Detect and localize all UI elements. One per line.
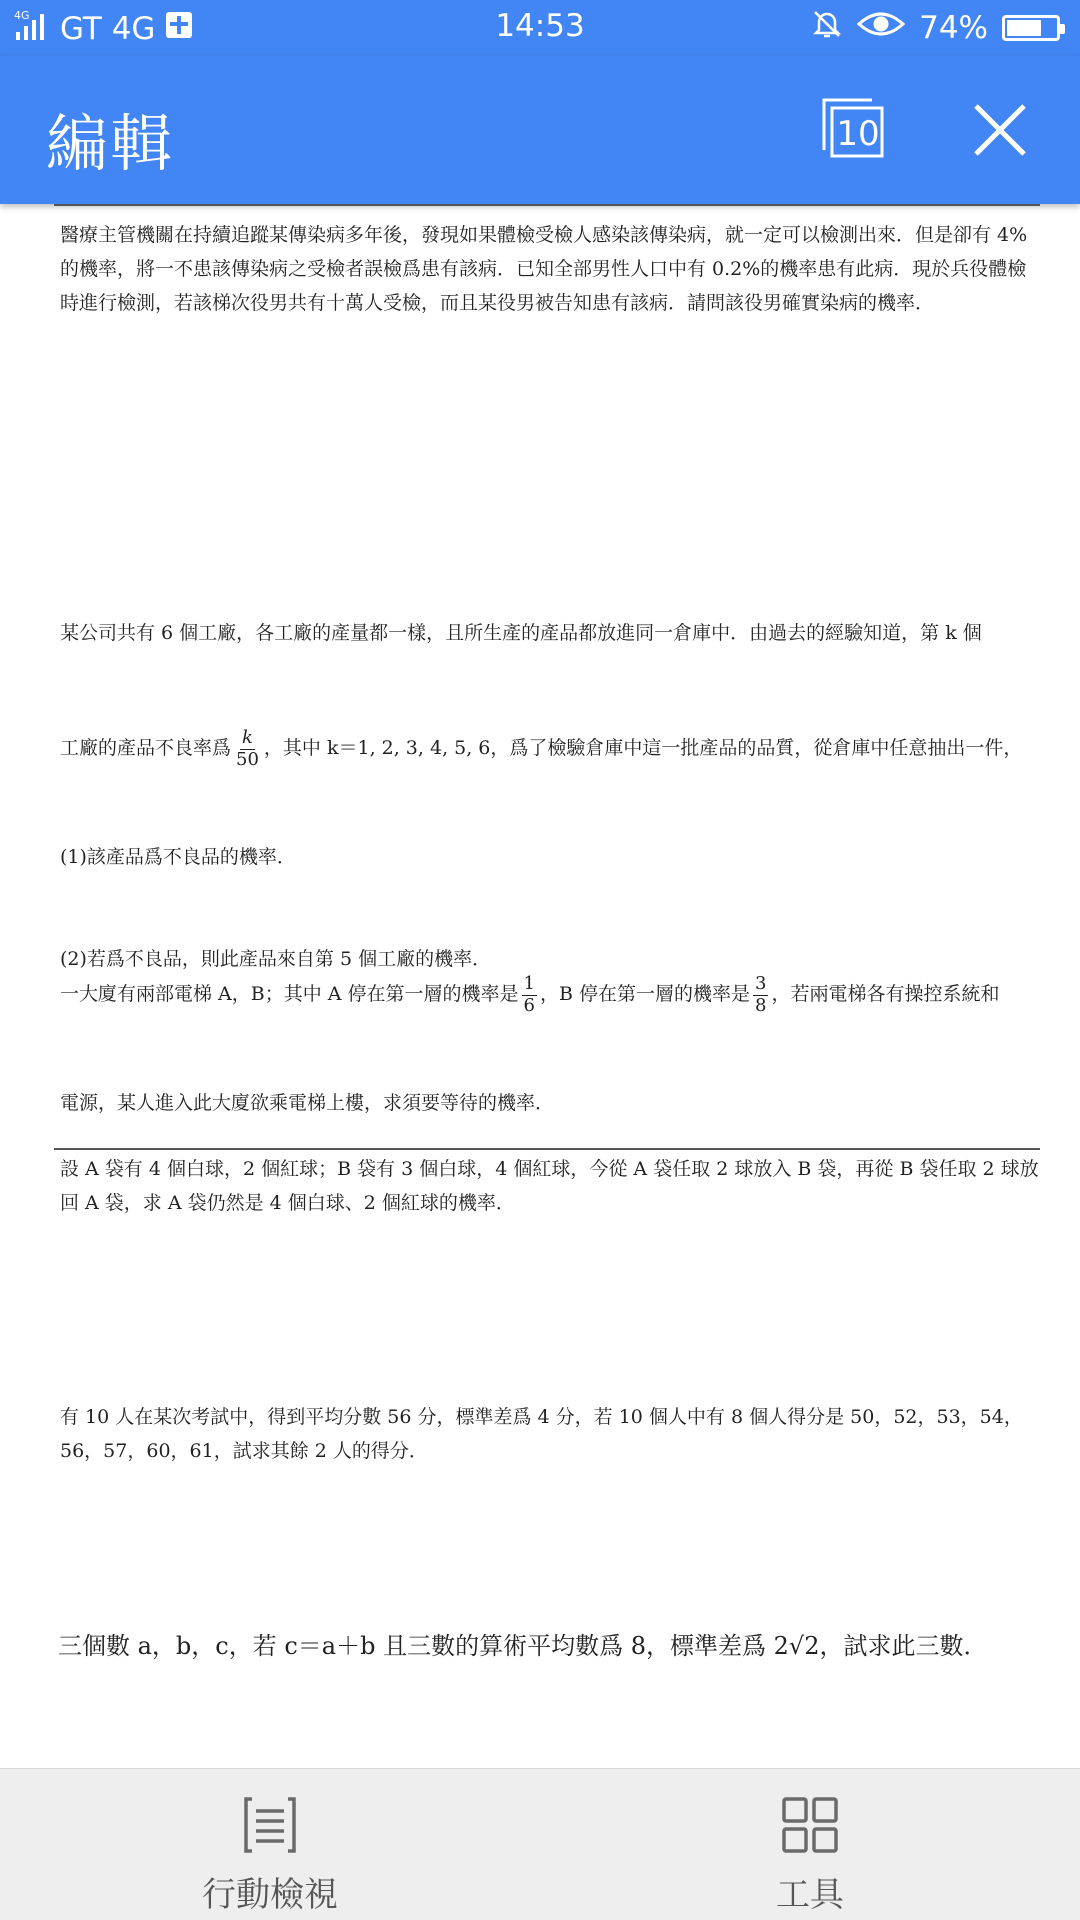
question-3-line-1 <box>60 970 1042 1018</box>
divider <box>54 1148 1040 1150</box>
fraction-3-over-8 <box>753 974 768 1016</box>
battery-fill <box>1007 20 1041 36</box>
divider <box>54 204 1040 206</box>
status-bar <box>0 0 1080 56</box>
fraction-k-over-50 <box>234 728 261 770</box>
question-5: 有 10 人在某次考試中，得到平均分數 56 分，標準差爲 4 分，若 10 個人中有 8 個人得分是 50，52，53，54，56，57，60，61，試求其餘 2 人的得分． <box>60 1406 1023 1462</box>
question-2-text-b: ，其中 k＝1, 2, 3, 4, 5, 6，爲了檢驗倉庫中這一批產品的品質，從倉庫中任意抽出一件， <box>263 737 1023 759</box>
notification-bell-icon <box>811 8 843 48</box>
fraction-denominator: 50 <box>236 748 259 770</box>
battery-percent: 74% <box>919 10 988 46</box>
fraction-numerator: k <box>242 726 253 748</box>
question-4: 設 A 袋有 4 個白球，2 個紅球；B 袋有 3 個白球，4 個紅球，今從 A 袋任取 2 球放入 B 袋，再從 B 袋任取 2 球放回 A 袋，求 A 袋仍然是 4 個白球、2 個紅球的機率． <box>60 1158 1039 1214</box>
mobile-view-icon <box>240 1795 300 1855</box>
tools-grid-icon <box>780 1795 840 1855</box>
battery-icon <box>1002 15 1060 41</box>
fraction-1-over-6 <box>522 974 537 1016</box>
tools-label: 工具 <box>776 1875 844 1915</box>
question-1: 醫療主管機關在持續追蹤某傳染病多年後，發現如果體檢受檢人感染該傳染病，就一定可以檢測出來．但是卻有 4%的機率，將一不患該傳染病之受檢者誤檢爲患有該病．已知全部男性人口中有 0.2%的機率患有此病．現於兵役體檢時進行檢測，若該梯次役男共有十萬人受檢，而且某役男被告知患有該病．請問該役男確實染病的機率． <box>60 224 1028 314</box>
fraction-denominator: 6 <box>523 994 535 1016</box>
mobile-view-button[interactable] <box>0 1769 540 1920</box>
question-3-text-b: ，B 停在第一層的機率是 <box>539 983 750 1005</box>
mobile-view-label: 行動檢視 <box>202 1875 338 1915</box>
eye-icon <box>857 8 905 48</box>
bottom-bar <box>0 1768 1080 1920</box>
close-icon <box>970 100 1030 160</box>
question-3-text-c: ，若兩電梯各有操控系統和 <box>771 983 1000 1005</box>
fraction-denominator: 8 <box>755 994 767 1016</box>
question-3 <box>60 902 1042 1188</box>
carrier-label: GT 4G <box>60 11 156 47</box>
app-bar <box>0 56 1080 204</box>
document-page <box>0 204 1080 1768</box>
question-2-line-1: 某公司共有 6 個工廠，各工廠的產量都一樣，且所生產的產品都放進同一倉庫中．由過去的經驗知道，第 k 個 <box>60 622 982 644</box>
question-3-line-2: 電源，某人進入此大廈欲乘電梯上樓，求須要等待的機率． <box>60 1092 555 1114</box>
question-2-sub-1: (1)該產品爲不良品的機率． <box>60 846 296 868</box>
page-count-label: 10 <box>836 114 880 154</box>
tools-button[interactable] <box>540 1769 1080 1920</box>
question-2-line-2 <box>60 724 1042 772</box>
fraction-numerator: 1 <box>523 972 535 994</box>
question-6: 三個數 a，b，c，若 c＝a＋b 且三數的算術平均數爲 8，標準差爲 2√2，試求此三數． <box>58 1632 988 1660</box>
question-2-text-a: 工廠的產品不良率爲 <box>60 737 232 759</box>
question-3-text-a: 一大廈有兩部電梯 A，B；其中 A 停在第一層的機率是 <box>60 983 519 1005</box>
clock: 14:53 <box>495 8 585 44</box>
page-title: 編輯 <box>46 107 175 180</box>
fraction-numerator: 3 <box>755 972 767 994</box>
page-count-button[interactable] <box>820 94 886 160</box>
question-2-sub-2: (2)若爲不良品，則此產品來自第 5 個工廠的機率． <box>60 948 492 970</box>
close-button[interactable] <box>970 100 1030 160</box>
network-type-label: 4G <box>14 9 30 22</box>
